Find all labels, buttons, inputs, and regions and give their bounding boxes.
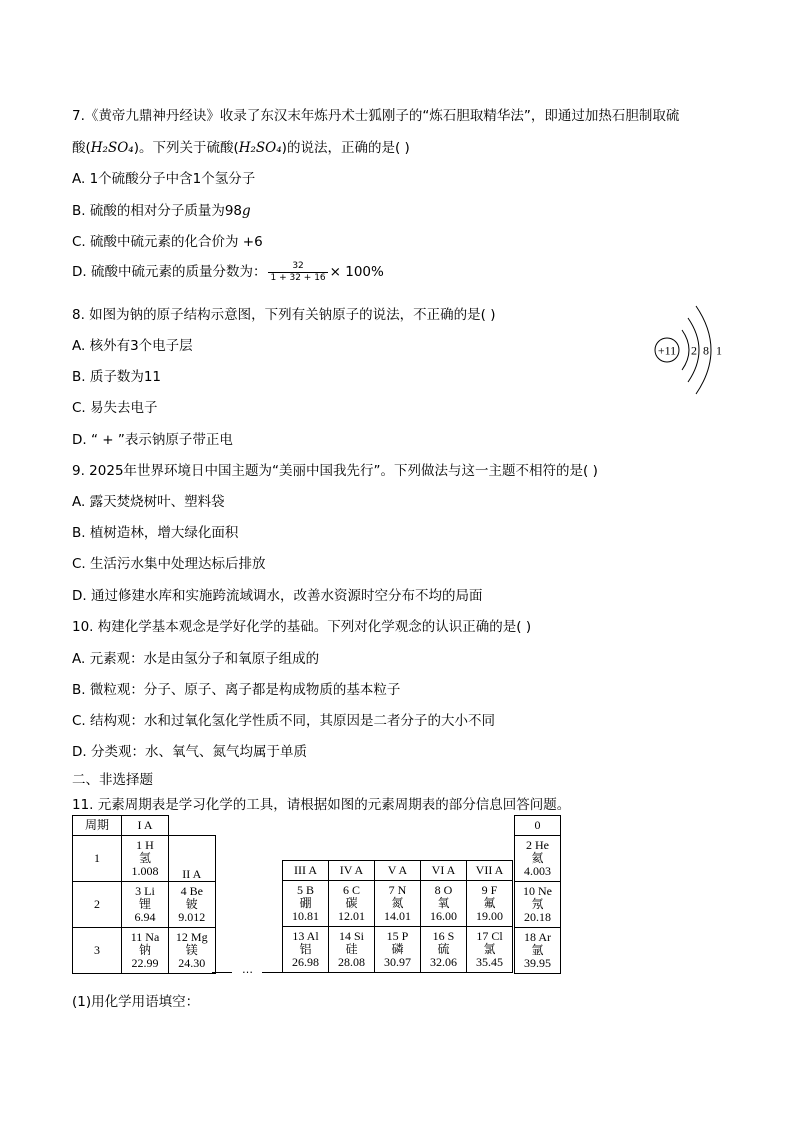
q8-option-a: A. 核外有3个电子层 [72, 338, 193, 354]
fraction-numerator: 32 [268, 261, 327, 273]
gap-line [262, 972, 282, 973]
element-C: 6 C 碳 12.01 [329, 881, 375, 927]
element-He: 2 He 氦 4.003 [515, 836, 561, 882]
element-Li: 3 Li 锂 6.94 [122, 882, 169, 928]
period-label: 1 [73, 836, 122, 882]
shell-1-count: 2 [691, 343, 697, 358]
q8-option-c: C. 易失去电子 [72, 400, 158, 416]
header-group-6a: VI A [421, 861, 467, 881]
element-Al: 13 Al 铝 26.98 [283, 927, 329, 973]
q7-d-post: × 100% [329, 264, 384, 280]
electron-shell-1 [682, 330, 689, 370]
q7-stem-line1: 7.《黄帝九鼎神丹经诀》收录了东汉末年炼丹术士狐刚子的“炼石胆取精华法”，即通过加热石胆制取硫 [72, 108, 680, 124]
header-group-3a: III A [283, 861, 329, 881]
header-group-7a: VII A [467, 861, 513, 881]
q11-stem: 11. 元素周期表是学习化学的工具，请根据如图的元素周期表的部分信息回答问题。 [72, 797, 571, 813]
element-B: 5 B 硼 10.81 [283, 881, 329, 927]
element-Cl: 17 Cl 氯 35.45 [467, 927, 513, 973]
q7-text: )。下列关于硫酸( [133, 140, 239, 156]
nucleus-charge: +11 [657, 343, 677, 358]
ptable-left-block [72, 815, 216, 974]
q7-option-b [72, 199, 251, 219]
q10-option-c: C. 结构观：水和过氧化氢化学性质不同，其原因是二者分子的大小不同 [72, 713, 496, 729]
q8-option-b: B. 质子数为11 [72, 369, 162, 385]
q7-text: )的说法，正确的是( ) [281, 140, 410, 156]
element-Mg: 12 Mg 镁 24.30 [169, 928, 216, 974]
element-Ne: 10 Ne 氖 20.18 [515, 882, 561, 928]
header-period: 周期 [73, 816, 122, 836]
formula-h2so4: H₂SO₄ [238, 140, 282, 156]
sodium-atom-diagram [652, 300, 732, 400]
ellipsis: … [242, 963, 253, 976]
header-group-2a: II A [169, 836, 216, 882]
section-title: 二、非选择题 [72, 772, 153, 788]
header-group-4a: IV A [329, 861, 375, 881]
ptable-group0-block [514, 815, 561, 974]
shell-3-count: 1 [716, 343, 722, 358]
element-P: 15 P 磷 30.97 [375, 927, 421, 973]
header-group-0: 0 [515, 816, 561, 836]
ptable-right-block [282, 860, 513, 973]
element-Si: 14 Si 硅 28.08 [329, 927, 375, 973]
q8-option-d: D. “ + ”表示钠原子带正电 [72, 432, 233, 448]
q7-option-a: A. 1个硫酸分子中含1个氢分子 [72, 171, 256, 187]
q9-option-a: A. 露天焚烧树叶、塑料袋 [72, 494, 225, 510]
periodic-table [72, 815, 562, 975]
header-group-1a: I A [122, 816, 169, 836]
q9-option-d: D. 通过修建水库和实施跨流域调水，改善水资源时空分布不均的局面 [72, 588, 483, 604]
element-S: 16 S 硫 32.06 [421, 927, 467, 973]
q10-option-a: A. 元素观：水是由氢分子和氧原子组成的 [72, 651, 320, 667]
element-Ar: 18 Ar 氩 39.95 [515, 928, 561, 974]
formula-h2so4: H₂SO₄ [90, 140, 134, 156]
q7-b-text: B. 硫酸的相对分子质量为98 [72, 203, 243, 219]
header-group-5a: V A [375, 861, 421, 881]
q10-option-b: B. 微粒观：分子、原子、离子都是构成物质的基本粒子 [72, 682, 401, 698]
q7-stem-line2 [72, 136, 410, 156]
q9-option-b: B. 植树造林，增大绿化面积 [72, 525, 239, 541]
gap-line [212, 972, 232, 973]
q9-stem: 9. 2025年世界环境日中国主题为“美丽中国我先行”。下列做法与这一主题不相符的是( ) [72, 463, 598, 479]
q11-subquestion-1: (1)用化学用语填空： [72, 994, 200, 1010]
fraction-denominator: 1 + 32 + 16 [270, 272, 326, 283]
element-Na: 11 Na 钠 22.99 [122, 928, 169, 974]
q10-option-d: D. 分类观：水、氧气、氮气均属于单质 [72, 744, 307, 760]
element-Be: 4 Be 铍 9.012 [169, 882, 216, 928]
element-H: 1 H 氢 1.008 [122, 836, 169, 882]
shell-2-count: 8 [703, 343, 709, 358]
q7-option-d [72, 260, 384, 284]
q9-option-c: C. 生活污水集中处理达标后排放 [72, 556, 266, 572]
element-N: 7 N 氮 14.01 [375, 881, 421, 927]
q8-stem: 8. 如图为钠的原子结构示意图，下列有关钠原子的说法，不正确的是( ) [72, 307, 496, 323]
period-label: 3 [73, 928, 122, 974]
q7-d-text: D. 硫酸中硫元素的质量分数为： [72, 264, 267, 280]
q10-stem: 10. 构建化学基本观念是学好化学的基础。下列对化学观念的认识正确的是( ) [72, 619, 532, 635]
period-label: 2 [73, 882, 122, 928]
q7-text: 酸( [72, 140, 91, 156]
q7-option-c: C. 硫酸中硫元素的化合价为 +6 [72, 234, 263, 250]
fraction [268, 261, 327, 284]
element-F: 9 F 氟 19.00 [467, 881, 513, 927]
element-O: 8 O 氧 16.00 [421, 881, 467, 927]
q7-b-unit: g [242, 203, 251, 219]
